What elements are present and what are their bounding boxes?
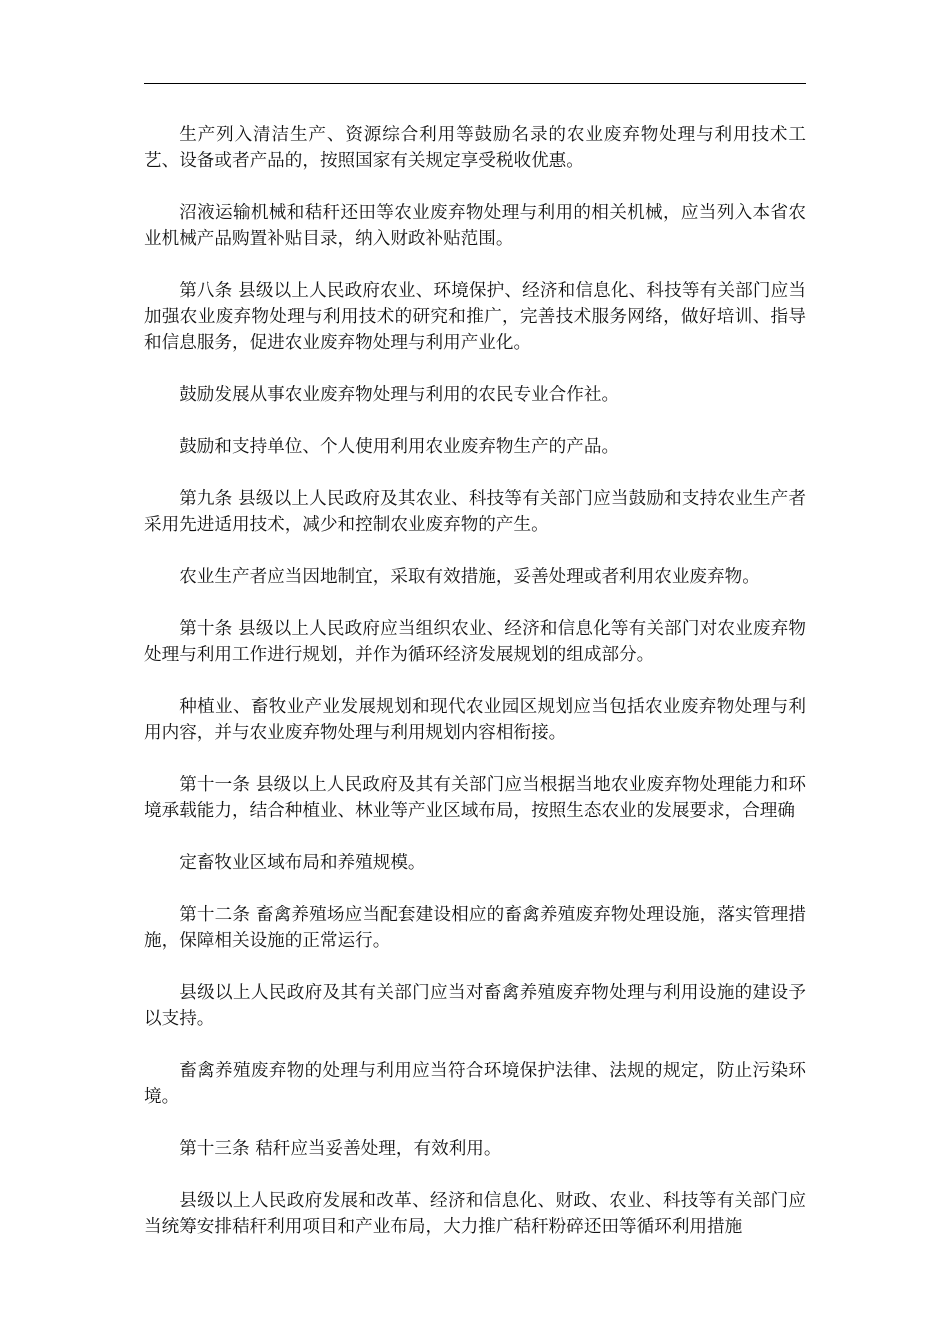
paragraph: 鼓励和支持单位、个人使用利用农业废弃物生产的产品。 bbox=[179, 437, 620, 457]
article-10-paragraph: 第十条 县级以上人民政府应当组织农业、经济和信息化等有关部门对农业废弃物处理与利用工作进行规划，并作为循环经济发展规划的组成部分。 bbox=[144, 619, 806, 665]
paragraph: 沼液运输机械和秸秆还田等农业废弃物处理与利用的相关机械，应当列入本省农业机械产品购置补贴目录，纳入财政补贴范围。 bbox=[144, 203, 806, 249]
paragraph: 县级以上人民政府发展和改革、经济和信息化、财政、农业、科技等有关部门应当统筹安排秸秆利用项目和产业布局，大力推广秸秆粉碎还田等循环利用措施 bbox=[144, 1191, 806, 1237]
document-body bbox=[144, 122, 806, 1266]
paragraph: 种植业、畜牧业产业发展规划和现代农业园区规划应当包括农业废弃物处理与利用内容，并与农业废弃物处理与利用规划内容相衔接。 bbox=[144, 697, 806, 743]
article-11-paragraph: 第十一条 县级以上人民政府及其有关部门应当根据当地农业废弃物处理能力和环境承载能力，结合种植业、林业等产业区域布局，按照生态农业的发展要求，合理确 bbox=[144, 775, 806, 821]
paragraph: 农业生产者应当因地制宜，采取有效措施，妥善处理或者利用农业废弃物。 bbox=[179, 567, 760, 587]
paragraph: 鼓励发展从事农业废弃物处理与利用的农民专业合作社。 bbox=[179, 385, 620, 405]
paragraph: 生产列入清洁生产、资源综合利用等鼓励名录的农业废弃物处理与利用技术工艺、设备或者产品的，按照国家有关规定享受税收优惠。 bbox=[144, 125, 806, 171]
article-8-paragraph: 第八条 县级以上人民政府农业、环境保护、经济和信息化、科技等有关部门应当加强农业废弃物处理与利用技术的研究和推广，完善技术服务网络，做好培训、指导和信息服务，促进农业废弃物处理与利用产业化。 bbox=[144, 281, 806, 353]
article-9-paragraph: 第九条 县级以上人民政府及其农业、科技等有关部门应当鼓励和支持农业生产者采用先进适用技术，减少和控制农业废弃物的产生。 bbox=[144, 489, 806, 535]
article-12-paragraph: 第十二条 畜禽养殖场应当配套建设相应的畜禽养殖废弃物处理设施，落实管理措施，保障相关设施的正常运行。 bbox=[144, 905, 806, 951]
paragraph: 县级以上人民政府及其有关部门应当对畜禽养殖废弃物处理与利用设施的建设予以支持。 bbox=[144, 983, 806, 1029]
paragraph: 畜禽养殖废弃物的处理与利用应当符合环境保护法律、法规的规定，防止污染环境。 bbox=[144, 1061, 806, 1107]
paragraph: 定畜牧业区域布局和养殖规模。 bbox=[179, 853, 426, 873]
article-13-paragraph: 第十三条 秸秆应当妥善处理，有效利用。 bbox=[179, 1139, 502, 1159]
header-rule bbox=[144, 83, 806, 84]
